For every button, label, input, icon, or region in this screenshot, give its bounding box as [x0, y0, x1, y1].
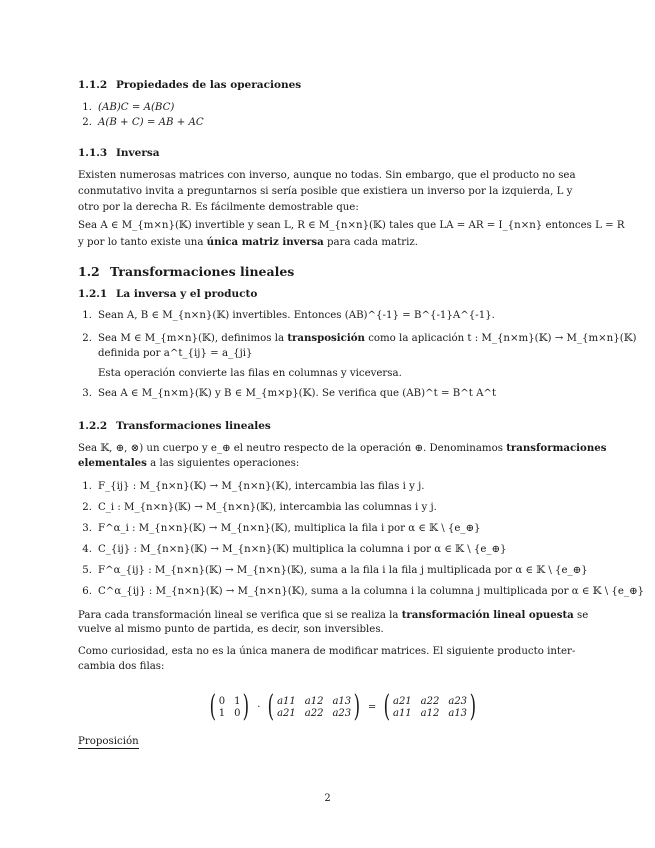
paragraph-line: vuelve al mismo punto de partida, es decir, son inversibles.: [78, 624, 384, 635]
bold-term: única matriz inversa: [206, 236, 324, 248]
paragraph-line: Para cada transformación lineal se verifica que si se realiza la transformación lineal opuesta se: [78, 609, 589, 621]
section-heading-1-2-1: [78, 288, 257, 300]
list-item: 6. C^α_{ij} : M_{n×n}(𝕂) → M_{n×n}(𝕂), suma a la columna i la columna j multiplicada por α ∈ 𝕂 \ {e_⊕}: [82, 586, 645, 597]
section-title: La inversa y el producto: [116, 288, 258, 300]
bold-term: elementales: [78, 457, 147, 469]
bold-term: transformación lineal opuesta: [401, 609, 574, 621]
list-item: 2. A(B + C) = AB + AC: [82, 117, 204, 128]
dot-operator: ·: [257, 701, 261, 713]
formula-distrib: A(B + C) = AB + AC: [98, 117, 204, 128]
proposition-label: Proposición: [78, 736, 139, 747]
section-title: Transformaciones lineales: [110, 264, 295, 279]
section-title: Propiedades de las operaciones: [116, 79, 302, 91]
section-number: 1.2.2: [78, 420, 108, 432]
list-item: 5. F^α_{ij} : M_{n×n}(𝕂) → M_{n×n}(𝕂), suma a la fila i la fila j multiplicada por α ∈ 𝕂 \ {e_⊕}: [82, 565, 588, 576]
list-item: 2. Sea M ∈ M_{m×n}(𝕂), definimos la transposición como la aplicación t : M_{n×m}(𝕂) → M_{m×n}(𝕂): [82, 332, 637, 344]
section-number: 1.1.3: [78, 147, 108, 159]
paragraph-line: Como curiosidad, esta no es la única manera de modificar matrices. El siguiente producto inter-: [78, 646, 576, 657]
section-number: 1.2.1: [78, 288, 108, 300]
list-item: 3. Sea A ∈ M_{n×m}(𝕂) y B ∈ M_{m×p}(𝕂). Se verifica que (AB)^t = B^t A^t: [82, 388, 497, 399]
theorem-text: Sea A ∈ M_{m×n}(𝕂) invertible y sean L, R ∈ M_{n×n}(𝕂) tales que LA = AR = I_{n×n} entonces L = R: [78, 220, 625, 231]
matrix-result: ( a21 a22 a23 a11 a12 a13 ): [383, 689, 477, 724]
paragraph-line: Sea 𝕂, ⊕, ⊗) un cuerpo y e_⊕ el neutro respecto de la operación ⊕. Denominamos transformaciones: [78, 442, 607, 454]
section-number: 1.1.2: [78, 79, 108, 91]
matrix-a: ( a11 a12 a13 a21 a22 a23 ): [268, 689, 361, 724]
item-text: Sea A ∈ M_{n×m}(𝕂) y B ∈ M_{m×p}(𝕂). Se verifica que (AB)^t = B^t A^t: [98, 388, 497, 399]
section-heading-1-1-2: [78, 79, 301, 91]
list-item: 3. F^α_i : M_{n×n}(𝕂) → M_{n×n}(𝕂), multiplica la fila i por α ∈ 𝕂 \ {e_⊕}: [82, 523, 481, 534]
theorem-line: [78, 218, 625, 234]
item-note: Esta operación convierte las filas en columnas y viceversa.: [98, 368, 402, 379]
section-heading-1-1-3: [78, 147, 160, 159]
matrix-permutation: ( 0 1 1 0 ): [209, 689, 250, 724]
list-item: 2. C_i : M_{n×n}(𝕂) → M_{n×n}(𝕂), intercambia las columnas i y j.: [82, 502, 437, 513]
formula-assoc: (AB)C = A(BC): [98, 102, 175, 113]
section-heading-1-2: [78, 264, 294, 279]
list-item: 1. (AB)C = A(BC): [82, 102, 175, 113]
item-continuation: definida por a^t_{ij} = a_{ji}: [98, 348, 253, 359]
list-item: 1. Sean A, B ∈ M_{n×n}(𝕂) invertibles. Entonces (AB)^{-1} = B^{-1}A^{-1}.: [82, 310, 495, 321]
matrix-equation: [205, 690, 481, 724]
paragraph-line: Existen numerosas matrices con inverso, aunque no todas. Sin embargo, que el producto no sea: [78, 170, 576, 181]
section-heading-1-2-2: [78, 420, 271, 432]
equals-sign: =: [367, 701, 377, 713]
section-title: Inversa: [116, 147, 160, 159]
page-number: 2: [324, 793, 331, 804]
bold-term: transposición: [287, 332, 365, 344]
section-title: Transformaciones lineales: [116, 420, 271, 432]
paragraph-line: conmutativo invita a preguntarnos si sería posible que existiera un inverso por la izquierda, L y: [78, 186, 573, 197]
item-text: Sean A, B ∈ M_{n×n}(𝕂) invertibles. Entonces (AB)^{-1} = B^{-1}A^{-1}.: [98, 310, 495, 321]
section-number: 1.2: [78, 264, 100, 279]
paragraph-line: elementales a las siguientes operaciones:: [78, 457, 300, 469]
list-item: 1. F_{ij} : M_{n×n}(𝕂) → M_{n×n}(𝕂), intercambia las filas i y j.: [82, 481, 425, 492]
list-item: 4. C_{ij} : M_{n×n}(𝕂) → M_{n×n}(𝕂) multiplica la columna i por α ∈ 𝕂 \ {e_⊕}: [82, 544, 507, 555]
paragraph-line: cambia dos filas:: [78, 661, 165, 672]
bold-term: transformaciones: [506, 442, 607, 454]
theorem-line: y por lo tanto existe una única matriz inversa para cada matriz.: [78, 236, 418, 248]
paragraph-line: otro por la derecha R. Es fácilmente demostrable que:: [78, 202, 359, 213]
